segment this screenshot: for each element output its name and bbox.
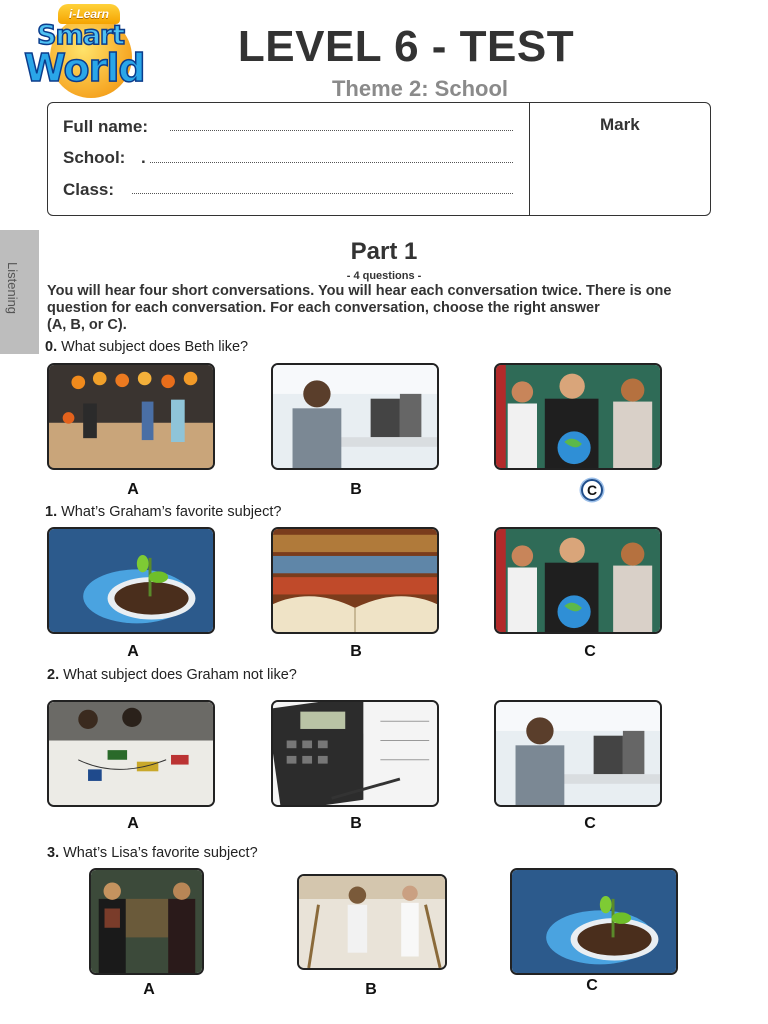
question-2 bbox=[47, 667, 297, 683]
geography-class-photo[interactable] bbox=[494, 363, 662, 470]
art-class-photo[interactable] bbox=[297, 874, 447, 970]
school-prefix: . bbox=[141, 148, 146, 167]
question-3 bbox=[47, 845, 258, 861]
instruction-line: You will hear four short conversations. You will hear each conversation twice. There is one bbox=[47, 283, 672, 299]
electronics-lab-photo[interactable] bbox=[47, 700, 215, 807]
option-0-b[interactable]: B bbox=[350, 481, 362, 498]
option-3-b[interactable]: B bbox=[365, 981, 377, 998]
math-calculator-photo[interactable] bbox=[271, 700, 439, 807]
info-divider bbox=[529, 103, 530, 215]
page-title: LEVEL 6 - TEST bbox=[237, 22, 575, 71]
side-tab-label: Listening bbox=[5, 262, 20, 315]
full-name-label: Full name: bbox=[63, 117, 149, 136]
option-0-a[interactable]: A bbox=[127, 481, 139, 498]
theme-subtitle: Theme 2: School bbox=[331, 76, 509, 101]
instructions bbox=[47, 283, 737, 334]
question-number: 2. bbox=[47, 667, 60, 683]
class-label: Class: bbox=[63, 180, 115, 199]
part-subtitle: - 4 questions - bbox=[346, 270, 422, 282]
library-books-photo[interactable] bbox=[271, 527, 439, 634]
mark-label: Mark bbox=[600, 115, 640, 134]
question-text: What subject does Beth like? bbox=[61, 339, 249, 355]
question-0 bbox=[45, 339, 248, 355]
part-title: Part 1 bbox=[350, 238, 418, 265]
logo-badge: i-Learn bbox=[58, 4, 120, 24]
instruction-line: question for each conversation. For each conversation, choose the right answer bbox=[47, 300, 600, 316]
option-3-a[interactable]: A bbox=[143, 981, 155, 998]
question-1 bbox=[45, 504, 281, 520]
school-label: School: bbox=[63, 148, 126, 167]
full-name-field[interactable] bbox=[170, 130, 513, 131]
option-0-c-selected[interactable]: C bbox=[581, 479, 603, 501]
option-1-b[interactable]: B bbox=[350, 643, 362, 660]
question-text: What’s Lisa’s favorite subject? bbox=[63, 845, 258, 861]
logo-smart-text: Smart bbox=[37, 20, 125, 51]
option-1-c[interactable]: C bbox=[584, 643, 596, 660]
question-number: 0. bbox=[45, 339, 58, 355]
science-seedling-photo[interactable] bbox=[510, 868, 678, 975]
question-number: 3. bbox=[47, 845, 60, 861]
logo-world-text: World bbox=[24, 46, 145, 90]
option-2-a[interactable]: A bbox=[127, 815, 139, 832]
class-field[interactable] bbox=[132, 193, 513, 194]
science-seedling-photo[interactable] bbox=[47, 527, 215, 634]
computer-lab-photo[interactable] bbox=[494, 700, 662, 807]
instruction-line: (A, B, or C). bbox=[47, 317, 127, 333]
question-text: What subject does Graham not like? bbox=[63, 667, 297, 683]
question-text: What’s Graham’s favorite subject? bbox=[61, 504, 282, 520]
option-3-c[interactable]: C bbox=[586, 977, 598, 994]
school-field[interactable] bbox=[150, 162, 513, 163]
history-painting-photo[interactable] bbox=[89, 868, 204, 975]
option-2-b[interactable]: B bbox=[350, 815, 362, 832]
option-1-a[interactable]: A bbox=[127, 643, 139, 660]
computer-lab-photo[interactable] bbox=[271, 363, 439, 470]
option-2-c[interactable]: C bbox=[584, 815, 596, 832]
mark-field[interactable] bbox=[532, 140, 708, 212]
geography-class-photo[interactable] bbox=[494, 527, 662, 634]
question-number: 1. bbox=[45, 504, 58, 520]
gym-class-photo[interactable] bbox=[47, 363, 215, 470]
